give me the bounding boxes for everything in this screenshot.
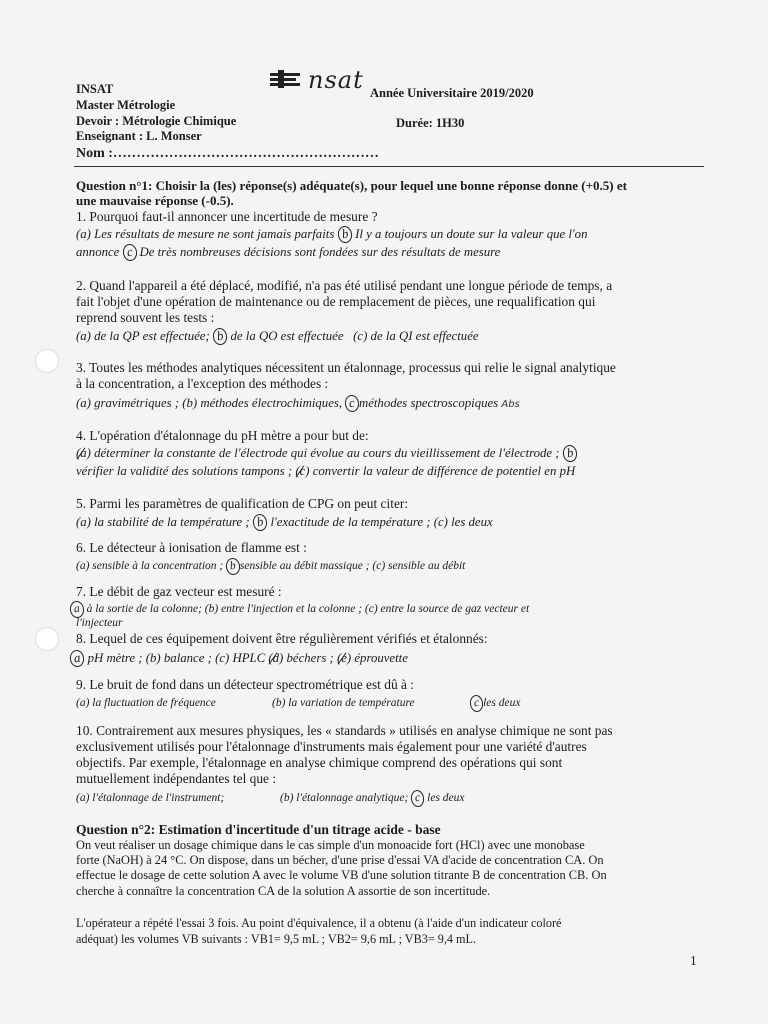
q1-4-question: 4. L'opération d'étalonnage du pH mètre a pour but de: bbox=[76, 428, 369, 443]
circled-answer-mark: c bbox=[121, 243, 137, 262]
q2-paragraph1-l2: forte (NaOH) à 24 °C. On dispose, dans un bécher, d'une prise d'essai VA d'acide de concentration CA. On bbox=[76, 853, 604, 867]
q1-9-answer-a: (a) la fluctuation de fréquence bbox=[76, 697, 216, 709]
q1-8-answers bbox=[70, 650, 408, 667]
q1-2-question-l3: reprend souvent les tests : bbox=[76, 310, 215, 325]
q1-1-answer-line2 bbox=[76, 244, 500, 261]
q1-4-answer-line2: vérifier la validité des solutions tampons ; (c) convertir la valeur de différence de potentiel en pH bbox=[76, 464, 576, 478]
answer-a-b: (a) gravimétriques ; (b) méthodes électrochimiques, bbox=[76, 396, 343, 410]
teacher-name: Enseignant : L. Monser bbox=[76, 129, 202, 143]
answer-b-cont: annonce bbox=[76, 245, 123, 259]
q1-2-answers bbox=[76, 328, 479, 345]
q1-3-question-l1: 3. Toutes les méthodes analytiques nécessitent un étalonnage, processus qui relie le signal analytique bbox=[76, 360, 616, 375]
q2-title: Question n°2: Estimation d'incertitude d'un titrage acide - base bbox=[76, 822, 441, 837]
q2-paragraph1-l3: effectue le dosage de cette solution A avec le volume VB d'une solution titrante B de concentration CB. On bbox=[76, 868, 607, 882]
answer-b: de la QO est effectuée bbox=[227, 329, 344, 343]
q1-9-answer-c bbox=[470, 695, 520, 712]
circled-answer-mark: c bbox=[410, 789, 425, 808]
answer-a: (a) la stabilité de la température ; bbox=[76, 515, 250, 529]
q1-7-question: 7. Le débit de gaz vecteur est mesuré : bbox=[76, 584, 282, 599]
answer-c: les deux bbox=[483, 697, 521, 709]
answer-c: (c) de la QI est effectuée bbox=[353, 329, 479, 343]
q1-3-question-l2: à la concentration, a l'exception des méthodes : bbox=[76, 376, 329, 391]
circled-answer-mark: b bbox=[336, 225, 353, 244]
circled-answer-mark: c bbox=[344, 394, 360, 413]
q1-7-answer-line2: l'injecteur bbox=[76, 617, 123, 629]
page-number: 1 bbox=[690, 953, 697, 968]
q1-10-question-l2: exclusivement utilisés pour l'étalonnage d'instruments mais également pour une variété d'autres bbox=[76, 739, 587, 754]
insat-logo-text: nsat bbox=[308, 66, 364, 94]
answer-a: déterminer la constante de l'électrode qui évolue au cours du vieillissement de l'électrode ; bbox=[90, 446, 560, 460]
institution-name: INSAT bbox=[76, 82, 114, 96]
q1-10-answer-a: (a) l'étalonnage de l'instrument; bbox=[76, 792, 225, 804]
q1-title-cont: une mauvaise réponse (-0.5). bbox=[76, 193, 234, 208]
handwritten-note: Abs bbox=[501, 399, 520, 410]
struck-answer-mark: a bbox=[80, 446, 87, 460]
q1-6-question: 6. Le détecteur à ionisation de flamme est : bbox=[76, 540, 307, 555]
answer-b: Il y a toujours un doute sur la valeur que l'on bbox=[351, 227, 588, 241]
q1-9-answer-b: (b) la variation de température bbox=[272, 697, 415, 709]
answer-a: pH mètre ; bbox=[84, 651, 143, 665]
name-field: Nom :………………………………………………… bbox=[76, 146, 379, 161]
q1-5-question: 5. Parmi les paramètres de qualification de CPG on peut citer: bbox=[76, 496, 409, 511]
q1-1-question: 1. Pourquoi faut-il annoncer une incertitude de mesure ? bbox=[76, 209, 378, 224]
insat-logo-icon bbox=[268, 70, 308, 88]
struck-answer-mark: (d) bbox=[268, 651, 284, 665]
circled-answer-mark: b bbox=[225, 557, 241, 576]
q1-10-answers-b-c bbox=[280, 790, 465, 807]
punch-hole bbox=[36, 350, 58, 372]
q1-10-question-l4: mutuellement indépendantes tel que : bbox=[76, 771, 277, 786]
circled-answer-mark: a bbox=[69, 600, 85, 619]
q1-10-question-l3: objectifs. Par exemple, l'étalonnage en analyse chimique comprend des opérations qui sont bbox=[76, 755, 563, 770]
q1-1-answer-line1 bbox=[76, 226, 587, 243]
q2-paragraph2-l1: L'opérateur a répété l'essai 3 fois. Au point d'équivalence, il a obtenu (à l'aide d'un indicateur coloré bbox=[76, 916, 562, 930]
exam-duration: Durée: 1H30 bbox=[396, 116, 465, 130]
answer-a-b-c: à la sortie de la colonne; (b) entre l'injection et la colonne ; (c) entre la source de gaz vecteur et bbox=[83, 603, 530, 615]
q1-6-answers bbox=[76, 558, 465, 575]
answer-b: vérifier la validité des solutions tampons ; bbox=[76, 464, 293, 478]
answer-c: convertir la valeur de différence de potentiel en pH bbox=[309, 464, 576, 478]
q2-paragraph2-l2: adéquat) les volumes VB suivants : VB1= 9,5 mL ; VB2= 9,6 mL ; VB3= 9,4 mL. bbox=[76, 932, 477, 946]
circled-answer-mark: c bbox=[469, 694, 484, 713]
program-name: Master Métrologie bbox=[76, 98, 176, 112]
answer-b-c: (b) balance ; (c) HPLC bbox=[142, 651, 269, 665]
q1-2-question-l1: 2. Quand l'appareil a été déplacé, modifié, n'a pas été utilisé pendant une longue période de temps, a bbox=[76, 278, 613, 293]
q1-7-answer-line1 bbox=[70, 601, 529, 618]
header-rule bbox=[74, 166, 704, 167]
q1-5-answers bbox=[76, 514, 493, 531]
answer-b-c: l'exactitude de la température ; (c) les deux bbox=[267, 515, 493, 529]
punch-hole bbox=[36, 628, 58, 650]
struck-answer-mark: c bbox=[299, 464, 306, 478]
q1-2-question-l2: fait l'objet d'une opération de maintenance ou de remplacement de pièces, une requalification qui bbox=[76, 294, 596, 309]
answer-d: béchers ; bbox=[283, 651, 337, 665]
circled-answer-mark: b bbox=[562, 444, 579, 463]
answer-b: (b) l'étalonnage analytique; bbox=[280, 792, 409, 804]
circled-answer-mark: b bbox=[252, 513, 269, 532]
q1-10-question-l1: 10. Contrairement aux mesures physiques, les « standards » utilisés en analyse chimique ne sont pas bbox=[76, 723, 613, 738]
q1-title: Question n°1: Choisir la (les) réponse(s) adéquate(s), pour lequel une bonne réponse donne (+0.5) et bbox=[76, 178, 627, 193]
circled-answer-mark: a bbox=[69, 649, 86, 668]
struck-answer-mark: (e) bbox=[336, 651, 352, 665]
q2-paragraph1-l1: On veut réaliser un dosage chimique dans le cas simple d'un monoacide fort (HCl) avec une monobase bbox=[76, 838, 585, 852]
q1-9-question: 9. Le bruit de fond dans un détecteur spectrométrique est dû à : bbox=[76, 677, 415, 692]
answer-c: De très nombreuses décisions sont fondées sur des résultats de mesure bbox=[136, 245, 501, 259]
circled-answer-mark: b bbox=[212, 327, 229, 346]
answer-a: (a) sensible à la concentration ; bbox=[76, 560, 224, 572]
q1-3-answers bbox=[76, 395, 520, 413]
answer-e: éprouvette bbox=[351, 651, 408, 665]
academic-year: Année Universitaire 2019/2020 bbox=[370, 86, 534, 100]
answer-c: méthodes spectroscopiques bbox=[358, 396, 499, 410]
q1-4-answer-line1: (a) déterminer la constante de l'électrode qui évolue au cours du vieillissement de l'électrode ; b bbox=[76, 445, 577, 462]
answer-a: (a) de la QP est effectuée; bbox=[76, 329, 210, 343]
answer-c: les deux bbox=[424, 792, 465, 804]
q2-paragraph1-l4: cherche à connaître la concentration CA de la solution A assortie de son incertitude. bbox=[76, 884, 491, 898]
answer-a: (a) Les résultats de mesure ne sont jamais parfaits bbox=[76, 227, 335, 241]
course-name: Devoir : Métrologie Chimique bbox=[76, 114, 237, 128]
q1-8-question: 8. Lequel de ces équipement doivent être régulièrement vérifiés et étalonnés: bbox=[76, 631, 488, 646]
answer-b-c: sensible au débit massique ; (c) sensible au débit bbox=[239, 560, 466, 572]
